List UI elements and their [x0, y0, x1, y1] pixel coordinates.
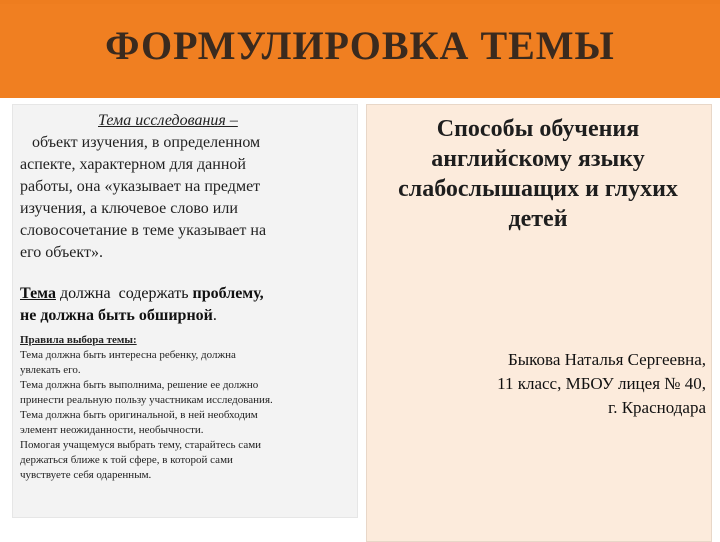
choice-rules [20, 333, 356, 483]
rules-line: принести реальную пользу участникам исследования. [20, 394, 273, 406]
definition-line: аспекте, характерном для данной [20, 156, 246, 173]
rule-statement [20, 283, 350, 327]
definition-line: изучения, а ключевое слово или [20, 200, 238, 217]
rules-line: Тема должна быть оригинальной, в ней необходим [20, 409, 258, 421]
rules-line: Тема должна быть выполнима, решение ее должно [20, 379, 259, 391]
rules-heading: Правила выбора темы: [20, 334, 137, 346]
rule-emphasis: не должна быть обширной [20, 307, 213, 324]
topic-line: слабослышащих и глухих [398, 176, 678, 202]
rule-text: должна содержать [55, 285, 193, 302]
author-city: г. Краснодара [608, 398, 706, 417]
topic-line: Способы обучения [436, 116, 640, 142]
definition-line: объект изучения, в определенном [32, 134, 261, 151]
topic-line: детей [508, 206, 568, 232]
topic-line: английскому языку [431, 146, 645, 172]
definition-line: его объект». [20, 244, 103, 261]
author-class: 11 класс, МБОУ лицея № 40, [497, 374, 706, 393]
rules-line: элемент неожиданности, необычности. [20, 424, 204, 436]
rules-line: держаться ближе к той сфере, в которой сами [20, 454, 233, 466]
rules-line: Помогая учащемуся выбрать тему, старайтесь сами [20, 439, 262, 451]
slide-title: ФОРМУЛИРОВКА ТЕМЫ [105, 23, 615, 68]
header-bar [0, 0, 720, 98]
definition-line: работы, она «указывает на предмет [20, 178, 261, 195]
rule-emphasis: проблему, [192, 285, 264, 302]
rule-term: Тема [20, 285, 56, 302]
rules-line: чувствуете себя одаренным. [20, 469, 152, 481]
definition-line: словосочетание в теме указывает на [20, 222, 267, 239]
author-info [366, 348, 706, 420]
author-name: Быкова Наталья Сергеевна, [507, 350, 706, 369]
research-topic [366, 114, 710, 234]
definition-term: Тема исследования – [98, 112, 238, 129]
rules-line: увлекать его. [20, 364, 81, 376]
definition-block [20, 110, 350, 264]
rules-line: Тема должна быть интересна ребенку, должна [20, 349, 236, 361]
rule-text: . [212, 307, 217, 324]
